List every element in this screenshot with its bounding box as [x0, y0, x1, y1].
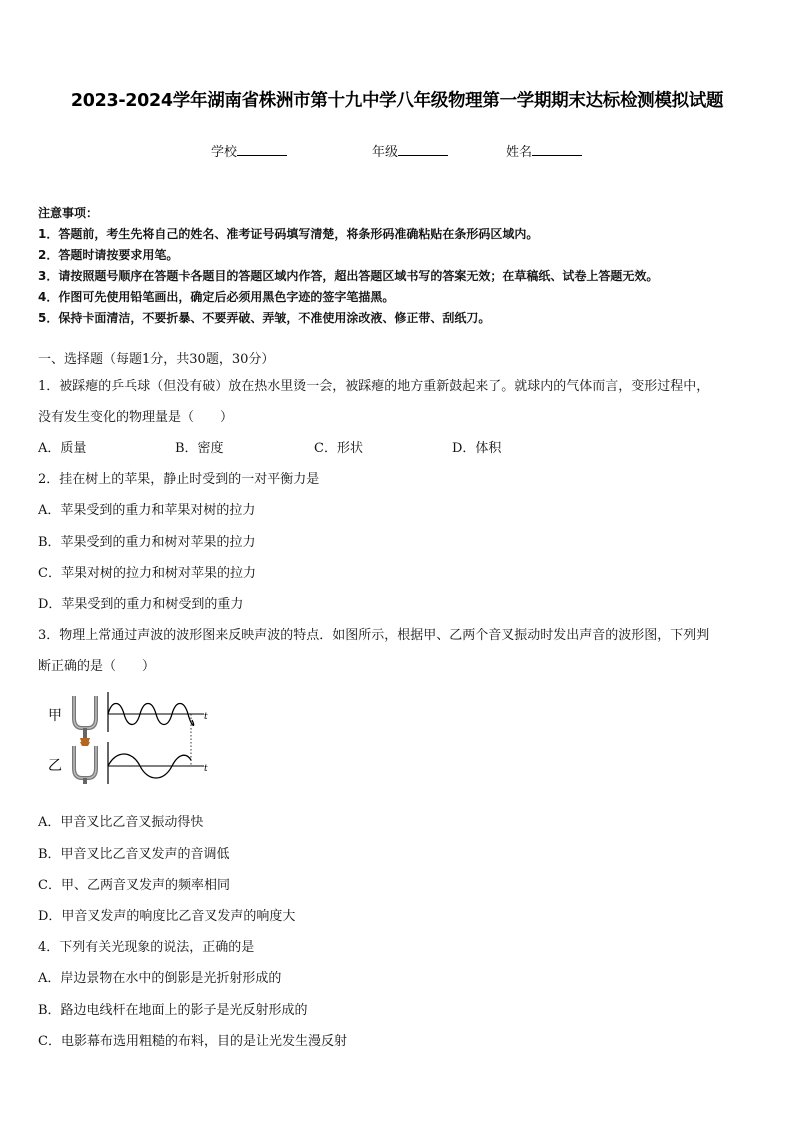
- note-item: 4．作图可先使用铅笔画出，确定后必须用黑色字迹的签字笔描黑。: [38, 290, 395, 304]
- grade-label: 年级: [372, 145, 399, 160]
- axis-a-label: t: [204, 712, 208, 722]
- q1-option-a: A．质量: [38, 441, 87, 456]
- note-item: 5．保持卡面清洁，不要折暴、不要弄破、弄皱，不准使用涂改液、修正带、刮纸刀。: [38, 311, 491, 325]
- note-item: 1．答题前，考生先将自己的姓名、准考证号码填写清楚，将条形码准确粘贴在条形码区域内。: [38, 227, 539, 241]
- q4-option-a: A．岸边景物在水中的倒影是光折射形成的: [38, 971, 282, 986]
- grade-blank: [398, 143, 448, 156]
- name-field: [506, 141, 582, 160]
- q2-option-a: A．苹果受到的重力和苹果对树的拉力: [38, 503, 256, 518]
- notes-heading: 注意事项：: [38, 206, 99, 220]
- q3-stem-line2: 断正确的是（ ）: [38, 659, 156, 674]
- q3-option-c: C．甲、乙两音叉发声的频率相同: [38, 878, 230, 893]
- q2-option-d: D．苹果受到的重力和树受到的重力: [38, 597, 244, 612]
- label-jia: 甲: [48, 708, 62, 724]
- note-item: 2．答题时请按要求用笔。: [38, 248, 179, 262]
- q1-option-b: B．密度: [175, 441, 224, 456]
- q2-option-c: C．苹果对树的拉力和树对苹果的拉力: [38, 566, 256, 581]
- q2-stem: 2．挂在树上的苹果，静止时受到的一对平衡力是: [38, 472, 320, 487]
- note-item: 3．请按照题号顺序在答题卡各题目的答题区域内作答，超出答题区域书写的答案无效；在草稿纸、试卷上答题无效。: [38, 269, 659, 283]
- q2-option-b: B．苹果受到的重力和树对苹果的拉力: [38, 535, 256, 550]
- tuning-fork-icon: [74, 696, 96, 744]
- name-blank: [532, 143, 582, 156]
- axis-b-label: t: [204, 764, 208, 774]
- name-label: 姓名: [506, 145, 533, 160]
- tuning-fork-icon: [74, 742, 96, 784]
- tuning-fork-waveform-figure: [44, 688, 224, 788]
- q3-stem-line1: 3．物理上常通过声波的波形图来反映声波的特点．如图所示，根据甲、乙两个音叉振动时发出声音的波形图，下列判: [38, 628, 710, 643]
- section-heading: 一、选择题（每题1分，共30题，30分）: [38, 352, 275, 367]
- notes-section: [38, 203, 768, 329]
- q4-stem: 4．下列有关光现象的说法，正确的是: [38, 940, 255, 955]
- waveform-diagram: [44, 688, 224, 788]
- exam-title: 2023-2024学年湖南省株洲市第十九中学八年级物理第一学期期末达标检测模拟试题: [70, 91, 724, 111]
- q4-option-b: B．路边电线杆在地面上的影子是光反射形成的: [38, 1003, 308, 1018]
- q1-option-c: C．形状: [314, 441, 363, 456]
- q4-option-c: C．电影幕布选用粗糙的布料，目的是让光发生漫反射: [38, 1034, 347, 1049]
- school-blank: [237, 143, 287, 156]
- q3-option-a: A．甲音叉比乙音叉振动得快: [38, 815, 204, 830]
- q3-option-b: B．甲音叉比乙音叉发声的音调低: [38, 847, 230, 862]
- q1-stem-line1: 1．被踩瘪的乒乓球（但没有破）放在热水里烫一会，被踩瘪的地方重新鼓起来了。就球内的气体而言，变形过程中，: [38, 379, 710, 394]
- q1-option-d: D．体积: [452, 441, 502, 456]
- school-label: 学校: [211, 145, 238, 160]
- grade-field: [372, 141, 448, 160]
- school-field: [211, 141, 287, 160]
- q3-option-d: D．甲音叉发声的响度比乙音叉发声的响度大: [38, 909, 296, 924]
- q1-stem-line2: 没有发生变化的物理量是（ ）: [38, 410, 234, 425]
- label-yi: 乙: [48, 758, 62, 774]
